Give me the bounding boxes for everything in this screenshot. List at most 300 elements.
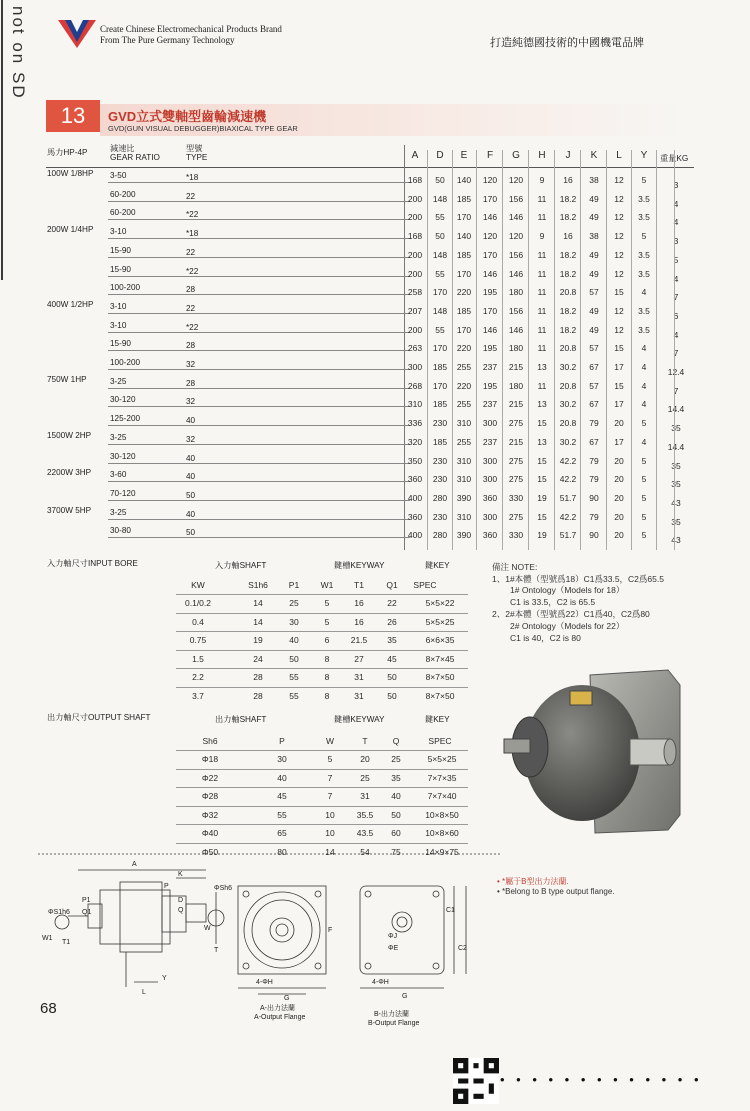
ratio-cell: 3-25 [110, 507, 127, 517]
dim-cell: 20.8 [559, 343, 577, 354]
dim-cell: 3.5 [638, 212, 650, 223]
dim-cell: 3.5 [638, 305, 650, 316]
dim-cell: 120 [482, 175, 498, 185]
group-shaft: 出力軸SHAFT [215, 715, 267, 724]
dim-cell: 18.2 [559, 193, 577, 204]
input-cell: 8 [324, 690, 330, 701]
output-cell: 55 [277, 809, 287, 820]
row-rule [108, 537, 410, 538]
row-rule [108, 294, 410, 295]
input-bore-label: 入力軸尺寸INPUT BORE [47, 559, 138, 568]
row-rule [176, 769, 468, 770]
group-key: 鍵KEY [425, 715, 450, 724]
dim-cell: 146 [508, 268, 524, 279]
note-line: C1 is 33.5，C2 is 65.5 [510, 597, 596, 607]
col-rule [631, 150, 632, 550]
ratio-cell: 3-10 [110, 227, 127, 237]
dim-cell: 170 [456, 212, 472, 223]
row-rule [176, 594, 468, 595]
header-dim: A [411, 150, 419, 161]
row-rule [108, 182, 410, 183]
dim-cell: 146 [508, 324, 524, 335]
output-cell: 40 [391, 791, 401, 801]
dim-cell: 120 [508, 175, 524, 185]
dim-cell: 168 [407, 231, 423, 242]
dim-cell: 275 [508, 474, 524, 485]
dim-cell: 5 [641, 231, 647, 242]
dim-label: P [164, 883, 169, 890]
input-cell: 8×7×45 [425, 653, 455, 664]
dim-cell: 230 [432, 455, 448, 466]
input-col-header: KW [191, 580, 205, 590]
dim-cell: 300 [482, 511, 498, 522]
output-cell: 10 [325, 809, 335, 820]
type-cell: *22 [186, 210, 199, 220]
output-col-header: W [325, 736, 335, 746]
dim-cell: 220 [456, 380, 472, 391]
dim-cell: 20 [614, 492, 624, 503]
dim-cell: 12 [614, 324, 624, 335]
dim-cell: 237 [482, 362, 498, 372]
group-keyway: 鍵槽KEYWAY [334, 715, 385, 724]
dim-cell: 50 [435, 231, 445, 242]
type-cell: 40 [186, 416, 196, 426]
dim-label: ΦJ [388, 933, 398, 940]
dim-label: G [284, 995, 290, 1002]
dim-cell: 57 [589, 343, 599, 354]
ratio-cell: 30-80 [110, 526, 131, 536]
col-rule [452, 150, 453, 550]
dim-cell: 49 [589, 268, 599, 279]
dim-label: ΦS1h6 [48, 909, 70, 916]
type-cell: 22 [186, 191, 196, 201]
dim-cell: 15 [537, 511, 547, 522]
output-cell: 7×7×35 [427, 772, 457, 783]
dim-cell: 255 [456, 436, 472, 447]
type-cell: 22 [186, 303, 196, 313]
ratio-cell: 3-60 [110, 470, 127, 480]
table-rule [46, 167, 694, 168]
dim-cell: 180 [508, 380, 524, 391]
weight-cell: 35 [671, 516, 681, 527]
weight-cell: 5 [673, 254, 679, 265]
output-cell: 65 [277, 828, 287, 838]
type-cell: 50 [186, 528, 196, 538]
row-rule [108, 500, 410, 501]
input-cell: 31 [354, 690, 364, 701]
dim-cell: 140 [456, 231, 472, 242]
dim-cell: 18.2 [559, 305, 577, 316]
row-rule [176, 750, 468, 751]
dim-cell: 350 [407, 455, 423, 466]
dim-cell: 12 [614, 212, 624, 223]
dim-label: L [142, 989, 146, 996]
group-keyway: 鍵槽KEYWAY [334, 561, 385, 570]
dim-cell: 185 [432, 362, 448, 372]
dim-cell: 170 [482, 249, 498, 260]
dim-cell: 13 [537, 362, 547, 372]
type-cell: *22 [186, 266, 199, 276]
flange-a-caption: A-出力法蘭 [260, 1005, 295, 1012]
dim-cell: 185 [432, 436, 448, 447]
output-cell: 7 [327, 791, 333, 801]
dim-cell: 30.2 [559, 362, 577, 372]
ratio-cell: 60-200 [110, 189, 136, 199]
dim-cell: 120 [482, 231, 498, 242]
input-cell: 50 [387, 672, 397, 682]
dim-cell: 3.5 [638, 268, 650, 279]
power-cell: 400W 1/2HP [47, 299, 94, 309]
dim-cell: 18.2 [559, 249, 577, 260]
dim-cell: 12 [614, 305, 624, 316]
ratio-cell: 3-25 [110, 432, 127, 442]
type-cell: 40 [186, 472, 196, 482]
output-shaft-label: 出力軸尺寸OUTPUT SHAFT [47, 713, 151, 722]
dim-cell: 120 [508, 231, 524, 242]
row-rule [108, 444, 410, 445]
dim-cell: 310 [456, 474, 472, 485]
dim-cell: 18.2 [559, 268, 577, 279]
dim-cell: 255 [456, 399, 472, 410]
output-cell: 10×8×60 [425, 828, 459, 838]
dim-cell: 360 [407, 474, 423, 485]
dim-cell: 170 [482, 305, 498, 316]
dim-cell: 275 [508, 511, 524, 522]
type-cell: 40 [186, 453, 196, 463]
type-cell: 28 [186, 285, 196, 295]
header-ratio: GEAR RATIO [110, 153, 160, 162]
flange-a-caption: A-Output Flange [254, 1014, 306, 1021]
input-cell: 5×5×25 [425, 616, 455, 627]
dim-cell: 237 [482, 399, 498, 410]
dim-label: 4-ΦH [256, 979, 273, 986]
output-cell: 30 [277, 754, 287, 764]
power-cell: 1500W 2HP [47, 430, 92, 440]
dim-cell: 200 [407, 193, 423, 204]
input-cell: 27 [354, 653, 364, 664]
weight-cell: 35 [671, 460, 681, 471]
weight-cell: 7 [673, 348, 679, 359]
dim-cell: 220 [456, 343, 472, 354]
output-col-header: Sh6 [202, 736, 218, 746]
dim-cell: 49 [589, 249, 599, 260]
input-cell: 50 [387, 690, 397, 701]
header-dim: Y [640, 150, 648, 161]
output-cell: 10×8×50 [425, 809, 459, 820]
output-cell: 7×7×40 [427, 791, 457, 801]
input-cell: 30 [289, 616, 299, 627]
dim-label: T1 [62, 939, 71, 946]
dim-cell: 5 [641, 175, 647, 185]
input-cell: 16 [354, 616, 364, 627]
dim-cell: 275 [508, 418, 524, 429]
dim-cell: 51.7 [559, 530, 577, 541]
dim-cell: 310 [456, 455, 472, 466]
section-subtitle: GVD(GUN VISUAL DEBUGGER)BIAXICAL TYPE GEAR [108, 124, 298, 133]
input-cell: 50 [289, 653, 299, 664]
dim-cell: 156 [508, 249, 524, 260]
dim-label: Y [162, 975, 167, 982]
dim-cell: 185 [456, 249, 472, 260]
input-cell: 5×5×22 [425, 598, 455, 608]
type-cell: 40 [186, 509, 196, 519]
col-rule [554, 150, 555, 550]
dim-cell: 5 [641, 455, 647, 466]
brand-text: Create Chinese Electromechanical Products Brand From The Pure Germany Technology [100, 24, 282, 45]
power-cell: 750W 1HP [47, 374, 87, 384]
row-rule [108, 313, 410, 314]
ratio-cell: 15-90 [110, 264, 131, 274]
row-rule [108, 406, 410, 407]
output-cell: 40 [277, 772, 287, 783]
output-cell: Φ28 [201, 791, 219, 801]
dim-cell: 140 [456, 175, 472, 185]
output-cell: Φ50 [201, 846, 219, 857]
weight-cell: 4 [673, 217, 679, 228]
dim-cell: 156 [508, 193, 524, 204]
weight-cell: 12.4 [667, 367, 685, 377]
dim-cell: 9 [539, 175, 545, 185]
dim-cell: 30.2 [559, 399, 577, 410]
weight-cell: 14.4 [667, 404, 685, 415]
input-cell: 8×7×50 [425, 690, 455, 701]
dim-cell: 3.5 [638, 324, 650, 335]
input-cell: 22 [387, 598, 397, 608]
ratio-cell: 3-10 [110, 301, 127, 311]
dim-cell: 237 [482, 436, 498, 447]
dim-cell: 300 [482, 474, 498, 485]
dim-cell: 11 [537, 249, 547, 260]
output-cell: Φ22 [201, 772, 219, 783]
output-cell: 7 [327, 772, 333, 783]
dim-cell: 360 [407, 511, 423, 522]
dim-cell: 255 [456, 362, 472, 372]
ratio-cell: 30-120 [110, 451, 136, 461]
dim-cell: 55 [435, 212, 445, 223]
dim-cell: 300 [407, 362, 423, 372]
dim-cell: 220 [456, 287, 472, 298]
header-dim: D [436, 150, 444, 161]
type-cell: 32 [186, 360, 196, 369]
dim-cell: 156 [508, 305, 524, 316]
dim-cell: 20 [614, 511, 624, 522]
col-rule [606, 150, 607, 550]
flange-b-caption: B-出力法蘭 [374, 1011, 409, 1018]
dim-cell: 5 [641, 418, 647, 429]
header-ratio: 減速比 [110, 144, 135, 153]
section-title: GVD立式雙軸型齒輪減速機 [108, 109, 267, 124]
row-rule [108, 238, 410, 239]
dim-cell: 170 [432, 343, 448, 354]
output-cell: 31 [360, 791, 370, 801]
row-rule [176, 787, 468, 788]
row-rule [108, 201, 410, 202]
dim-cell: 4 [641, 343, 647, 354]
dim-cell: 148 [432, 193, 448, 204]
type-cell: 28 [186, 378, 196, 388]
header-dim: F [486, 150, 494, 161]
dim-cell: 12 [614, 193, 624, 204]
dim-cell: 180 [508, 343, 524, 354]
dim-cell: 9 [539, 231, 545, 242]
output-cell: Φ32 [201, 809, 219, 820]
weight-cell: 4 [673, 273, 679, 284]
weight-cell: 7 [673, 385, 679, 396]
dim-cell: 280 [432, 492, 448, 503]
dim-cell: 170 [432, 380, 448, 391]
dim-cell: 390 [456, 530, 472, 541]
input-cell: 6×6×35 [425, 635, 455, 645]
dim-label: ΦE [388, 945, 399, 952]
dim-cell: 49 [589, 305, 599, 316]
dim-label: D [178, 897, 184, 904]
group-key: 鍵KEY [425, 561, 450, 570]
power-cell: 2200W 3HP [47, 468, 92, 478]
type-cell: *18 [186, 229, 199, 239]
header-dim: L [616, 150, 622, 161]
type-cell: 32 [186, 397, 196, 407]
dim-cell: 168 [407, 175, 423, 185]
footnote-cn: • *屬于B型出力法蘭. [497, 877, 569, 886]
weight-cell: 6 [673, 310, 679, 321]
type-cell: 22 [186, 247, 196, 257]
header-dim: K [590, 150, 598, 161]
dim-cell: 275 [508, 455, 524, 466]
row-rule [108, 388, 410, 389]
dim-cell: 17 [614, 399, 624, 410]
ratio-cell: 3-25 [110, 376, 127, 386]
dim-cell: 146 [482, 268, 498, 279]
dim-cell: 300 [482, 455, 498, 466]
col-rule [404, 145, 405, 550]
ratio-cell: 15-90 [110, 245, 131, 255]
ratio-cell: 3-10 [110, 320, 127, 330]
dim-cell: 30.2 [559, 436, 577, 447]
col-rule [427, 150, 428, 550]
dim-cell: 4 [641, 380, 647, 391]
power-cell: 100W 1/8HP [47, 169, 94, 178]
dim-cell: 195 [482, 380, 498, 391]
dim-label: Q1 [82, 909, 92, 916]
dim-cell: 258 [407, 287, 423, 298]
input-col-header: P1 [288, 580, 300, 590]
weight-cell: 3 [673, 236, 679, 247]
dim-cell: 20.8 [559, 287, 577, 298]
dim-label: P1 [82, 897, 91, 904]
dim-cell: 49 [589, 324, 599, 335]
output-cell: 20 [360, 754, 370, 764]
row-rule [108, 463, 410, 464]
row-rule [176, 631, 468, 632]
weight-cell: 14.4 [667, 441, 685, 452]
dim-cell: 200 [407, 324, 423, 335]
dim-cell: 42.2 [559, 474, 577, 485]
input-cell: 1.5 [192, 653, 204, 664]
input-cell: 14 [253, 616, 263, 627]
type-cell: *18 [186, 173, 199, 182]
dim-cell: 11 [537, 380, 547, 391]
dim-cell: 17 [614, 436, 624, 447]
ratio-cell: 3-50 [110, 171, 127, 180]
dim-cell: 90 [589, 530, 599, 541]
dim-cell: 79 [589, 455, 599, 466]
dim-cell: 185 [432, 399, 448, 410]
ratio-cell: 60-200 [110, 208, 136, 218]
ratio-cell: 70-120 [110, 488, 136, 498]
dim-label: K [178, 871, 183, 878]
dim-cell: 215 [508, 399, 524, 410]
dim-cell: 390 [456, 492, 472, 503]
dim-cell: 15 [537, 418, 547, 429]
dim-cell: 50 [435, 175, 445, 185]
ratio-cell: 15-90 [110, 339, 131, 349]
power-cell: 200W 1/4HP [47, 225, 94, 235]
col-rule [476, 150, 477, 550]
dim-cell: 5 [641, 492, 647, 503]
weight-cell: 35 [671, 423, 681, 434]
dim-cell: 20 [614, 530, 624, 541]
input-cell: 21.5 [350, 635, 368, 645]
output-cell: 25 [391, 754, 401, 764]
dim-cell: 20.8 [559, 418, 577, 429]
input-cell: 5 [324, 598, 330, 608]
output-cell: 60 [391, 828, 401, 838]
dim-cell: 13 [537, 436, 547, 447]
dim-label: W1 [42, 935, 53, 942]
dim-cell: 67 [589, 362, 599, 372]
dim-cell: 207 [407, 305, 423, 316]
input-cell: 3.7 [192, 690, 204, 701]
output-cell: 10 [325, 828, 335, 838]
dim-cell: 18.2 [559, 324, 577, 335]
header-type: 型號 [186, 144, 203, 153]
weight-cell: 43 [671, 497, 681, 508]
row-rule [108, 369, 410, 370]
dim-cell: 360 [482, 530, 498, 541]
dim-cell: 16 [563, 175, 573, 185]
dim-cell: 15 [537, 474, 547, 485]
row-rule [176, 650, 468, 651]
brand-logo-icon [58, 18, 96, 48]
dim-cell: 38 [589, 175, 599, 185]
ratio-cell: 125-200 [110, 414, 141, 424]
dim-label: F [328, 927, 333, 934]
dim-cell: 336 [407, 418, 423, 429]
qr-code-icon [453, 1058, 499, 1104]
dim-cell: 170 [482, 193, 498, 204]
dim-cell: 330 [508, 530, 524, 541]
dim-cell: 79 [589, 418, 599, 429]
dim-cell: 90 [589, 492, 599, 503]
dim-cell: 11 [537, 287, 547, 298]
dim-label: W [204, 925, 211, 932]
input-cell: 40 [289, 635, 299, 645]
type-cell: *22 [186, 322, 199, 332]
row-rule [176, 687, 468, 688]
dim-cell: 15 [614, 380, 624, 391]
dim-cell: 170 [456, 324, 472, 335]
dim-cell: 19 [537, 530, 547, 541]
output-col-header: T [362, 736, 368, 746]
dim-cell: 230 [432, 418, 448, 429]
dim-cell: 5 [641, 530, 647, 541]
row-rule [108, 519, 410, 520]
note-line: 1# Ontology（Models for 18） [510, 585, 625, 595]
input-cell: 24 [253, 653, 263, 664]
output-col-header: Q [392, 736, 400, 746]
dim-label: C1 [446, 907, 455, 914]
ratio-cell: 30-120 [110, 395, 136, 405]
